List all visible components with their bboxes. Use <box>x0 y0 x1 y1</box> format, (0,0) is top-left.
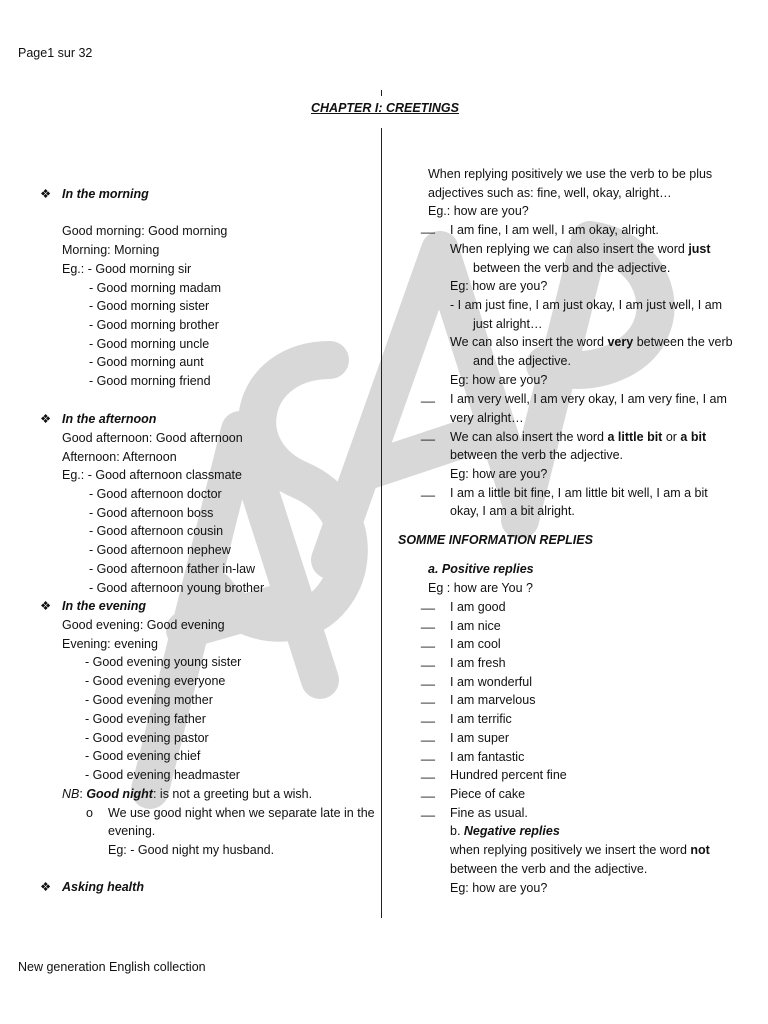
right-line-r10: and the adjective. <box>473 354 571 368</box>
text-run: between the verb <box>633 335 733 349</box>
right-line-r16: Eg: how are you? <box>450 467 548 481</box>
left-line-l21: - Good afternoon young brother <box>89 581 265 595</box>
right-line-r23: I am nice <box>450 619 501 633</box>
bullet-dash: __ <box>421 220 435 234</box>
right-line-r1: adjectives such as: fine, well, okay, alright… <box>428 186 672 200</box>
left-line-l24: Good evening: Good evening <box>62 618 225 632</box>
right-line-r2: Eg.: how are you? <box>428 204 529 218</box>
right-line-r17: I am a little bit fine, I am little bit well, I am a bit <box>450 486 708 500</box>
left-line-l20: - Good afternoon father in-law <box>89 562 256 576</box>
right-line-r34 <box>450 822 560 841</box>
text-run: When replying we can also insert the word <box>450 242 689 256</box>
right-line-r18: okay, I am a bit alright. <box>450 504 575 518</box>
left-line-l22: ❖ <box>40 599 52 613</box>
right-line-r29: I am super <box>450 731 510 745</box>
right-line-r27: I am marvelous <box>450 693 536 707</box>
right-line-r12: I am very well, I am very okay, I am very fine, I am <box>450 392 727 406</box>
left-line-l28: - Good evening mother <box>85 693 213 707</box>
bullet-dash: __ <box>421 747 435 761</box>
right-line-r30: I am fantastic <box>450 750 525 764</box>
right-line-r4 <box>450 240 711 259</box>
right-line-r32: Piece of cake <box>450 787 526 801</box>
right-line-r8: just alright… <box>473 317 543 331</box>
left-line-l30: - Good evening pastor <box>85 731 209 745</box>
left-line-l33: o <box>86 806 93 820</box>
right-line-r36: Eg: how are you? <box>450 881 548 895</box>
left-line-l15: Eg.: - Good afternoon classmate <box>62 468 242 482</box>
left-line-l9: - Good morning aunt <box>89 355 204 369</box>
right-line-r26: I am wonderful <box>450 675 532 689</box>
page-number: Page1 sur 32 <box>18 46 93 60</box>
footer-text: New generation English collection <box>18 960 206 974</box>
chapter-title: CHAPTER I: CREETINGS <box>311 101 459 115</box>
right-line-r22: I am good <box>450 600 506 614</box>
text-run: when replying positively we insert the word <box>450 843 691 857</box>
left-line-l31: - Good evening chief <box>85 749 201 763</box>
left-line-l3: Morning: Morning <box>62 243 160 257</box>
text-run: a bit <box>680 430 707 444</box>
bullet-dash: __ <box>421 765 435 779</box>
left-line-l6: - Good morning sister <box>89 299 210 313</box>
right-line-r35: between the verb and the adjective. <box>450 862 648 876</box>
right-line-r7: - I am just fine, I am just okay, I am just well, I am <box>450 298 723 312</box>
bullet-dash: __ <box>421 653 435 667</box>
left-line-l34: We use good night when we separate late in the <box>108 806 375 820</box>
left-line-l37: ❖ <box>40 880 52 894</box>
left-line-l36: Eg: - Good night my husband. <box>108 843 275 857</box>
text-run: We can also insert the word <box>450 335 608 349</box>
title-tick <box>381 90 382 96</box>
text-run: very <box>607 335 634 349</box>
left-line-l13: Good afternoon: Good afternoon <box>62 431 243 445</box>
left-line-l17: - Good afternoon boss <box>89 506 214 520</box>
left-line-l12: In the afternoon <box>62 412 157 426</box>
left-line-l25: Evening: evening <box>62 637 158 651</box>
bullet-dash: __ <box>421 803 435 817</box>
left-line-l29: - Good evening father <box>85 712 206 726</box>
left-line-l23: In the evening <box>62 599 147 613</box>
left-line-l10: - Good morning friend <box>89 374 211 388</box>
text-run: not <box>690 843 710 857</box>
left-line-l35: evening. <box>108 824 156 838</box>
bullet-dash: __ <box>421 483 435 497</box>
text-run: just <box>688 242 711 256</box>
bullet-dash: __ <box>421 690 435 704</box>
left-line-l1: In the morning <box>62 187 149 201</box>
right-line-r13: very alright… <box>450 411 524 425</box>
nb-line <box>62 785 312 804</box>
right-line-r21: Eg : how are You ? <box>428 581 533 595</box>
bullet-dash: __ <box>421 634 435 648</box>
right-line-r14 <box>450 428 706 447</box>
bullet-dash: __ <box>421 615 435 629</box>
right-line-r20: a. Positive replies <box>428 562 534 576</box>
right-line-r33: Fine as usual. <box>450 806 528 820</box>
left-line-l8: - Good morning uncle <box>89 337 210 351</box>
left-line-l14: Afternoon: Afternoon <box>62 450 177 464</box>
text-run: b. <box>450 824 464 838</box>
right-line-r28: I am terrific <box>450 712 512 726</box>
left-line-l38: Asking health <box>62 880 144 894</box>
column-divider <box>381 128 382 918</box>
nb-sep: : <box>79 787 87 801</box>
right-line-r25: I am fresh <box>450 656 506 670</box>
nb-term: Good night <box>86 787 153 801</box>
nb-prefix: NB <box>62 787 80 801</box>
right-line-r0: When replying positively we use the verb to be plus <box>428 167 713 181</box>
right-line-r15: between the verb the adjective. <box>450 448 624 462</box>
bullet-dash: __ <box>421 728 435 742</box>
left-line-l26: - Good evening young sister <box>85 655 242 669</box>
right-line-r5: between the verb and the adjective. <box>473 261 671 275</box>
left-line-l4: Eg.: - Good morning sir <box>62 262 192 276</box>
right-line-r6: Eg: how are you? <box>450 279 548 293</box>
left-line-l16: - Good afternoon doctor <box>89 487 222 501</box>
bullet-dash: __ <box>421 784 435 798</box>
text-run: We can also insert the word <box>450 430 608 444</box>
right-line-r11: Eg: how are you? <box>450 373 548 387</box>
left-line-l11: ❖ <box>40 412 52 426</box>
bullet-dash: __ <box>421 389 435 403</box>
bullet-dash: __ <box>421 596 435 610</box>
bullet-dash: __ <box>421 427 435 441</box>
nb-rest: : is not a greeting but a wish. <box>152 787 313 801</box>
bullet-dash: __ <box>421 709 435 723</box>
left-line-l2: Good morning: Good morning <box>62 224 228 238</box>
left-line-l7: - Good morning brother <box>89 318 219 332</box>
left-line-l0: ❖ <box>40 187 52 201</box>
left-line-l27: - Good evening everyone <box>85 674 226 688</box>
text-run: a little bit <box>607 430 663 444</box>
left-line-l19: - Good afternoon nephew <box>89 543 231 557</box>
right-line-r24: I am cool <box>450 637 501 651</box>
right-line-r3: I am fine, I am well, I am okay, alright. <box>450 223 659 237</box>
right-line-r37 <box>450 841 710 860</box>
text-run: or <box>662 430 681 444</box>
right-line-r9 <box>450 333 733 352</box>
text-run: Negative replies <box>463 824 560 838</box>
bullet-dash: __ <box>421 672 435 686</box>
left-line-l5: - Good morning madam <box>89 281 222 295</box>
right-line-r19: SOMME INFORMATION REPLIES <box>398 533 593 547</box>
left-line-l18: - Good afternoon cousin <box>89 524 224 538</box>
left-line-l32: - Good evening headmaster <box>85 768 240 782</box>
right-line-r31: Hundred percent fine <box>450 768 567 782</box>
